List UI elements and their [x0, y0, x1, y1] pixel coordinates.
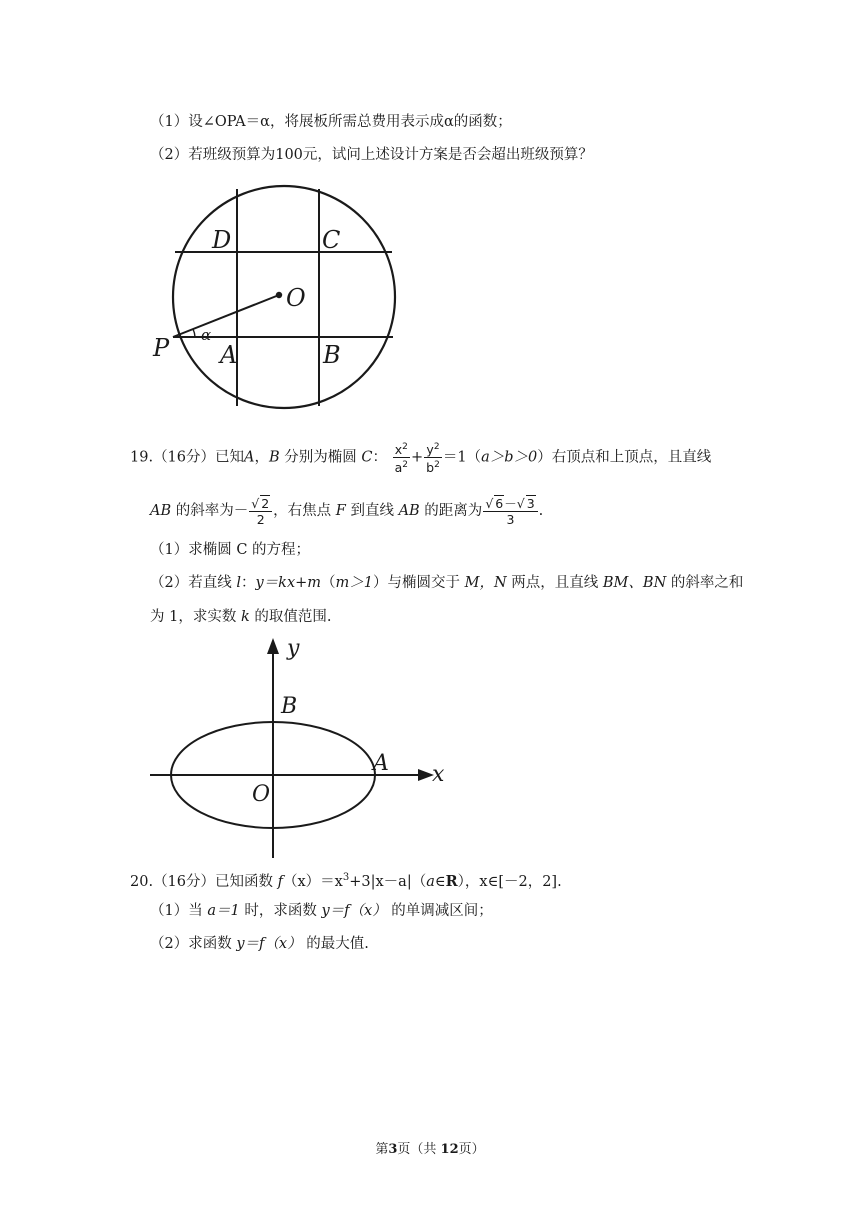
q19-stem-line1: 19.（16分）已知A，B 分别为椭圆 C： $\frac{x^2}{a^2}$ + $\frac{y^2}{b^2}$ ＝1（a＞b＞0）右顶点和上顶点，且直线 — [130, 442, 712, 476]
fig19-ellipse-diagram — [150, 633, 460, 858]
q19-number: 19. — [130, 449, 154, 466]
q19-AB: AB — [150, 503, 172, 519]
q19-B: B — [269, 449, 280, 466]
q19-text6: 的距离为 — [419, 503, 483, 519]
q19-frac-distance: $\frac{√ 6-√ 3}{3}$ — [483, 495, 537, 527]
q19-text2: ）右顶点和上顶点，且直线 — [537, 449, 712, 466]
fig18-circle-diagram — [150, 178, 400, 418]
fig19-label-y: y — [287, 636, 300, 661]
q18-part1: （1）设∠OPA＝α，将展板所需总费用表示成α的函数； — [150, 114, 512, 130]
q19-part2-line2: 为 1，求实数 k 的取值范围. — [150, 609, 332, 625]
fig18-point-O — [276, 292, 282, 298]
q19-C: C — [361, 449, 373, 466]
q19-eq1: ＝1（ — [442, 449, 482, 466]
q19-text4: ，右焦点 — [273, 503, 336, 519]
fig18-label-P: P — [153, 334, 170, 362]
q19-text5: 到直线 — [345, 503, 399, 519]
q19-A: A — [244, 449, 255, 466]
q19-frac-y2-b2: $\frac{y^2}{b^2}$ — [426, 442, 440, 476]
fig18-label-C: C — [322, 226, 341, 254]
q19-F: F — [335, 503, 346, 519]
fig18-label-B: B — [323, 341, 341, 369]
q19-stem-line2 — [150, 494, 543, 528]
q19-AB2: AB — [398, 503, 420, 519]
q19-text3: 的斜率为－ — [171, 503, 249, 519]
q20-part1: （1）当 a＝1 时，求函数 y＝f（x） 的单调减区间； — [150, 903, 493, 919]
page-footer: 第3页（共 12页） — [375, 1142, 485, 1157]
q19-period: . — [538, 503, 544, 519]
q20-part2: （2）求函数 y＝f（x） 的最大值. — [150, 936, 369, 952]
fig19-label-x: x — [432, 762, 445, 787]
q20-stem: 20.（16分）已知函数 $f(x)=x^3+3|x-a|(a\in R)$，x∈[－2，2]. — [130, 872, 562, 890]
q19-text1: 分别为椭圆 — [279, 449, 362, 466]
q19-cond: a＞b＞0 — [481, 449, 538, 466]
fig19-label-B: B — [281, 694, 298, 719]
q18-part2: （2）若班级预算为100元，试问上述设计方案是否会超出班级预算？ — [150, 147, 593, 163]
fig18-label-alpha: α — [201, 326, 212, 344]
fig19-label-O: O — [252, 782, 271, 807]
fig18-label-D: D — [212, 226, 232, 254]
fig18-label-A: A — [220, 341, 238, 369]
q19-part2-line1: （2）若直线 l：y＝kx+m（m＞1）与椭圆交于 M，N 两点，且直线 BM、BN 的斜率之和 — [150, 575, 744, 591]
fig19-label-A: A — [373, 751, 389, 776]
q19-frac-sqrt2-over-2: $\frac{√ 2}{2}$ — [249, 495, 272, 527]
q19-part1: （1）求椭圆 C 的方程； — [150, 542, 311, 558]
q19-score: （16分）已知 — [153, 449, 245, 466]
q19-colon: ： — [372, 449, 387, 466]
fig18-label-O: O — [286, 284, 306, 312]
q19-frac-x2-a2: $\frac{x^2}{a^2}$ — [394, 442, 408, 476]
q19-comma: ， — [254, 449, 269, 466]
